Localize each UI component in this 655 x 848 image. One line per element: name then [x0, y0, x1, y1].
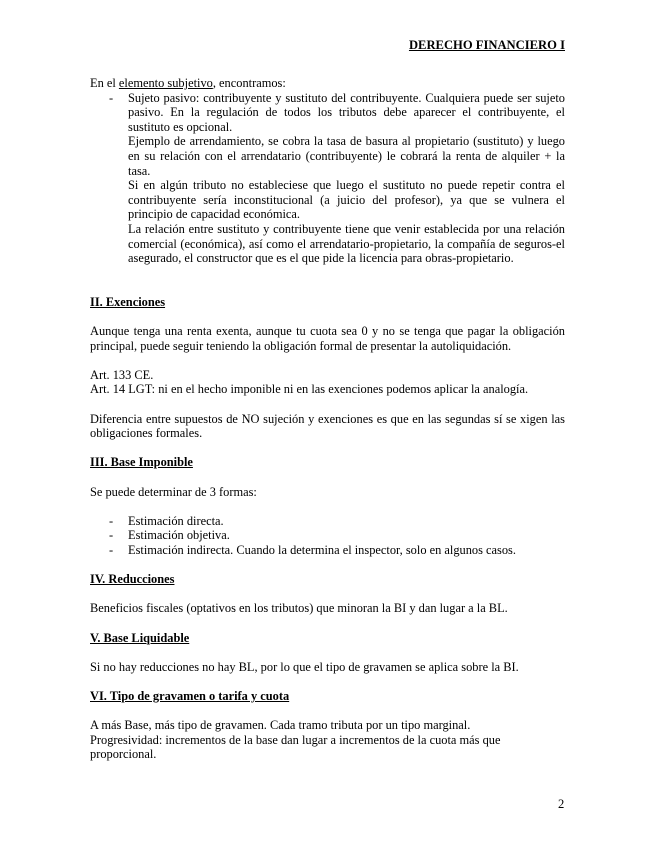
page-header-title: DERECHO FINANCIERO I — [408, 38, 565, 52]
exenciones-difference-paragraph: Diferencia entre supuestos de NO sujeción y exenciones es que en las segundas sí se xigen las obligaciones formales. — [90, 411, 565, 441]
intro-underlined-term: elemento subjetivo — [118, 76, 213, 90]
dash-marker: - — [109, 528, 114, 543]
page-number: 2 — [558, 797, 565, 811]
list-item-text: Estimación objetiva. — [128, 528, 230, 543]
section-heading-tipo-gravamen: VI. Tipo de gravamen o tarifa y cuota — [90, 688, 290, 703]
subject-bullet-list — [90, 91, 565, 266]
exenciones-paragraph: Aunque tenga una renta exenta, aunque tu cuota sea 0 y no se tenga que pagar la obligación principal, puede seguir teniendo la obligación formal de presentar la autoliquidación. — [90, 324, 565, 353]
dash-marker: - — [109, 90, 114, 105]
dash-marker: - — [109, 543, 114, 557]
section-heading-exenciones: II. Exenciones — [90, 294, 166, 309]
section-heading-base-liquidable: V. Base Liquidable — [90, 630, 190, 645]
list-item — [90, 528, 565, 543]
tipo-gravamen-paragraph-2: Progresividad: incrementos de la base dan lugar a incrementos de la cuota más que proporcional. — [90, 732, 501, 762]
base-imponible-paragraph: Se puede determinar de 3 formas: — [90, 484, 257, 499]
list-item-text: Estimación indirecta. Cuando la determina el inspector, solo en algunos casos. — [128, 543, 516, 557]
list-item — [90, 514, 565, 529]
page-content — [90, 76, 565, 762]
bullet-paragraph-2: Ejemplo de arrendamiento, se cobra la tasa de basura al propietario (sustituto) y luego en su relación con el arrendatario (contribuyente) le cobrará la renta de alquiler + la tasa. — [128, 134, 565, 178]
intro-paragraph — [90, 76, 565, 91]
intro-suffix: , encontramos: — [212, 76, 286, 90]
list-item — [90, 543, 565, 558]
section-heading-base-imponible: III. Base Imponible — [90, 455, 193, 470]
article-line-1: Art. 133 CE. — [90, 367, 154, 382]
estimation-list — [90, 514, 565, 558]
article-line-2: Art. 14 LGT: ni en el hecho imponible ni en las exenciones podemos aplicar la analogía. — [90, 382, 529, 397]
bullet-paragraph-3: Si en algún tributo no estableciese que luego el sustituto no puede repetir contra el contribuyente sería inconstitucional (a juicio del profesor), ya que se vulnera el principio de capacidad económica. — [128, 178, 565, 222]
list-item — [90, 91, 565, 266]
tipo-gravamen-paragraph-1: A más Base, más tipo de gravamen. Cada tramo tributa por un tipo marginal. — [90, 718, 471, 733]
dash-marker: - — [109, 513, 114, 528]
bullet-paragraph-1: Sujeto pasivo: contribuyente y sustituto del contribuyente. Cualquiera puede ser sujeto pasivo. En la regulación de todos los tributos debe aparecer el contribuyente, el sustituto es opcional. — [128, 90, 565, 134]
section-heading-reducciones: IV. Reducciones — [90, 572, 175, 587]
base-liquidable-paragraph: Si no hay reducciones no hay BL, por lo que el tipo de gravamen se aplica sobre la BI. — [90, 659, 519, 674]
reducciones-paragraph: Beneficios fiscales (optativos en los tributos) que minoran la BI y dan lugar a la BL. — [90, 601, 508, 616]
intro-prefix: En el — [90, 76, 119, 90]
list-item-text: Estimación directa. — [128, 513, 224, 528]
bullet-paragraph-4: La relación entre sustituto y contribuyente tiene que venir establecida por una relación comercial (económica), así como el arrendatario-propietario, la compañía de seguros-el asegurado, el constructor que es el que pide la licencia para obras-propietario. — [128, 221, 565, 266]
